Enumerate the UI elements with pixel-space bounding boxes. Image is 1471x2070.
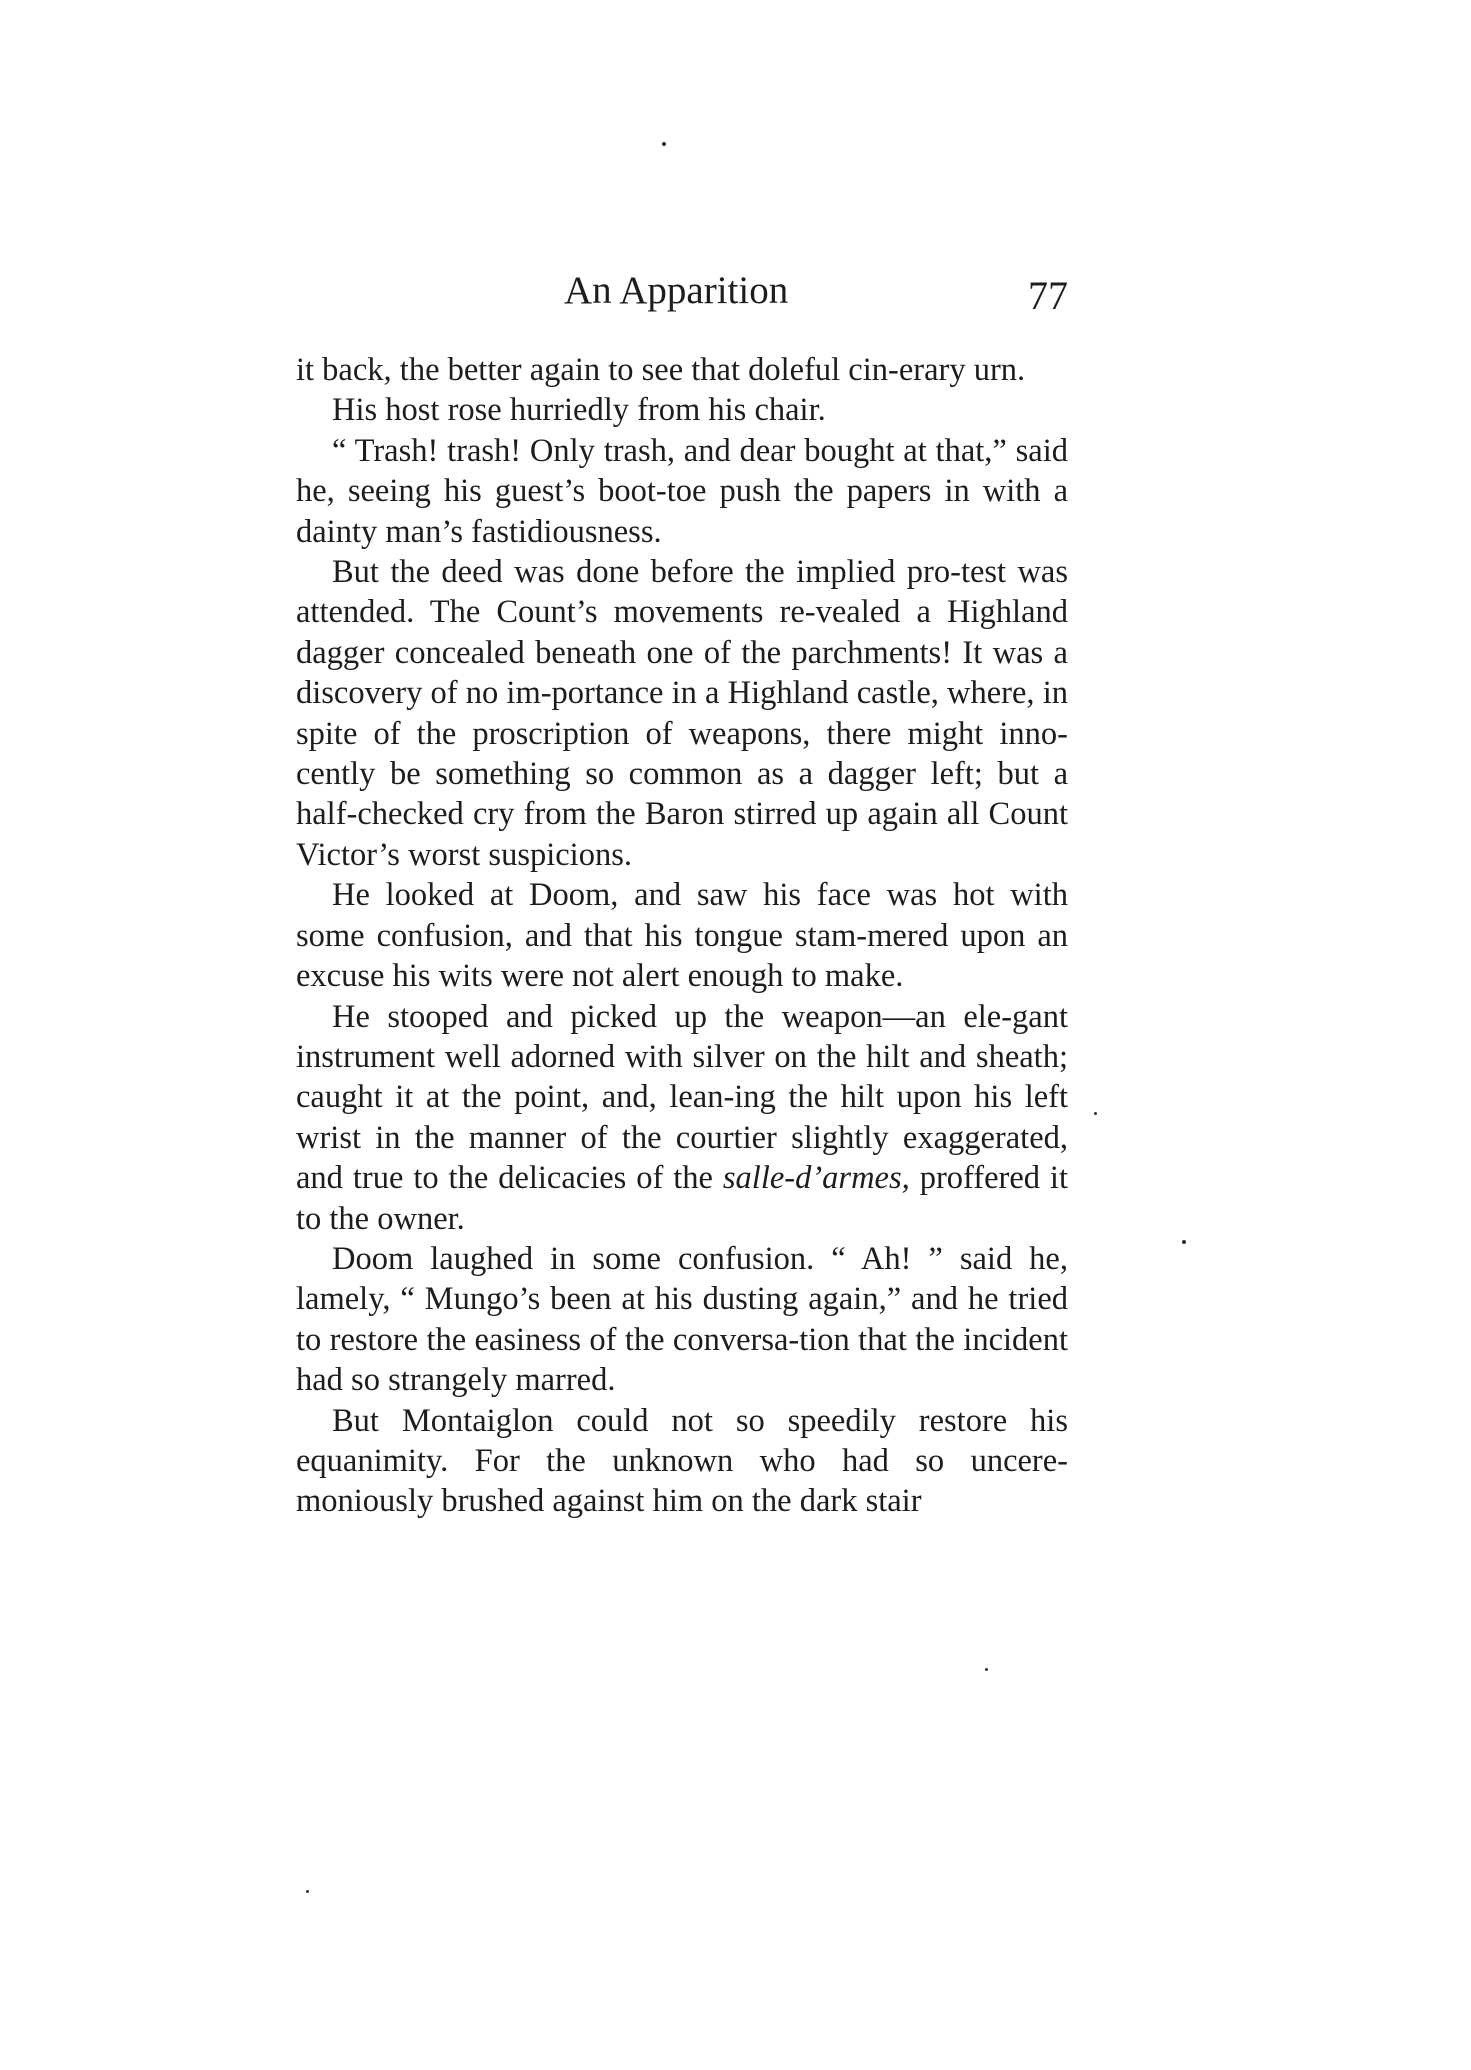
scan-speck: [306, 1890, 309, 1893]
text-run: Doom laughed in some confusion. “ Ah! ” said he, lamely, “ Mungo’s been at his dusting again,” and he tried to restore the easiness of the conversa-tion that the incident had so strangely marred.: [296, 1240, 1068, 1399]
page-number: 77: [1028, 273, 1068, 318]
italic-text: salle-d’armes,: [722, 1160, 910, 1197]
paragraph: [296, 431, 1068, 552]
text-run: it back, the better again to see that doleful cin-erary urn.: [296, 352, 1026, 388]
paragraph: [296, 1239, 1068, 1401]
page-header: [296, 268, 1068, 328]
scan-speck: [1094, 1112, 1097, 1115]
text-run: His host rose hurriedly from his chair.: [332, 392, 826, 429]
scan-speck: [1182, 1240, 1186, 1244]
paragraph: [296, 997, 1068, 1239]
text-run: But Montaiglon could not so speedily restore his equanimity. For the unknown who had so uncere-moniously brushed against him on the dark stair: [296, 1402, 1068, 1520]
text-run: He stooped and picked up the weapon—an ele-gant instrument well adorned with silver on the hilt and sheath; caught it at the point, and, lean-ing the hilt upon his left wrist in the manner of the courtier slightly exaggerated, and true to the delicacies of the: [296, 998, 1068, 1197]
paragraph: [296, 390, 1068, 430]
text-run: “ Trash! trash! Only trash, and dear bought at that,” said he, seeing his guest’s boot-toe push the papers in with a dainty man’s fastidiousness.: [296, 432, 1068, 550]
running-title: An Apparition: [564, 269, 789, 312]
paragraph: [296, 350, 1068, 390]
paragraph: [296, 1401, 1068, 1522]
text-run: But the deed was done before the implied pro-test was attended. The Count’s movements re-vealed a Highland dagger concealed beneath one of the parchments! It was a discovery of no im-portance in a Highland castle, where, in spite of the proscription of weapons, there might inno-cently be something so common as a dagger left; but a half-checked cry from the Baron stirred up again all Count Victor’s worst suspicions.: [296, 554, 1068, 873]
text-run: proffered it to the owner.: [296, 1160, 1068, 1237]
paragraph: [296, 875, 1068, 996]
paragraph: [296, 552, 1068, 875]
body-text: [296, 350, 1068, 1522]
text-run: He looked at Doom, and saw his face was hot with some confusion, and that his tongue stam-mered upon an excuse his wits were not alert enough to make.: [296, 877, 1068, 995]
scan-speck: [985, 1668, 988, 1671]
scan-speck: [662, 142, 666, 146]
